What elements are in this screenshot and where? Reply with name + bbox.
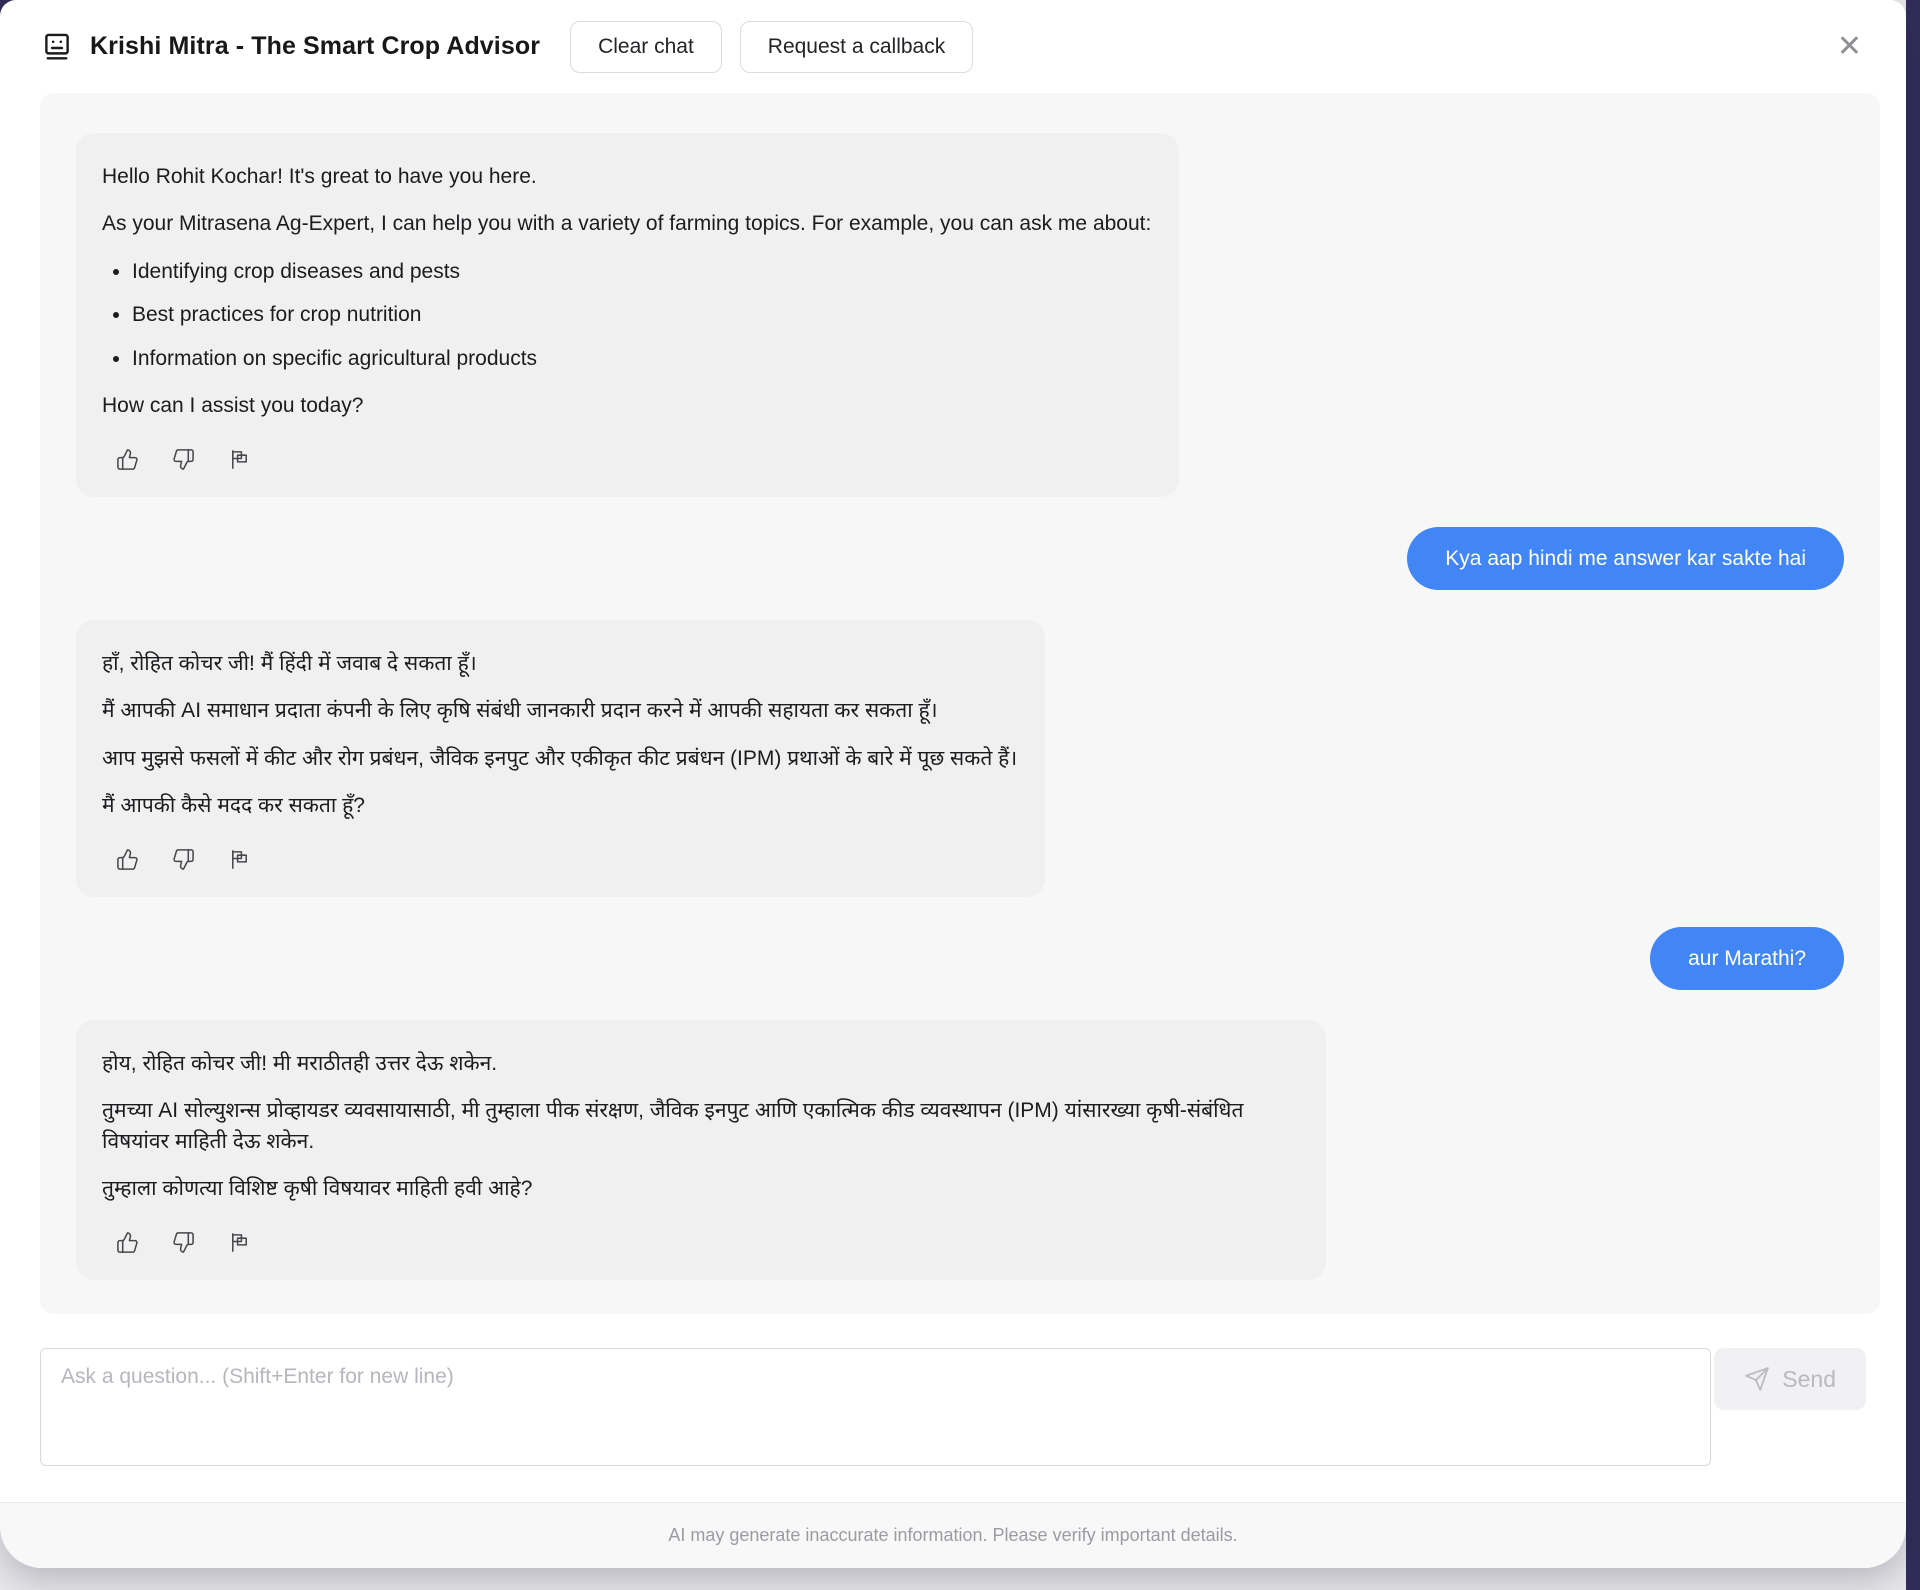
topic-item: • Best practices for crop nutrition xyxy=(132,300,1151,330)
flag-icon[interactable] xyxy=(228,848,251,871)
question-input[interactable] xyxy=(40,1348,1711,1466)
bot-marathi-line: तुमच्या AI सोल्युशन्स प्रोव्हायडर व्यवसायासाठी, मी तुम्हाला पीक संरक्षण, जैविक इनपुट आणि एकात्मिक कीड व्यवस्थापन (IPM) यांसारख्या कृषी-संबंधित विषयांवर माहिती देऊ शकेन. xyxy=(102,1099,1244,1153)
thumbs-down-icon[interactable] xyxy=(172,1231,195,1254)
bot-message-marathi xyxy=(76,1020,1844,1280)
bot-robot-icon xyxy=(40,30,74,64)
close-icon[interactable]: ✕ xyxy=(1831,28,1868,66)
bot-bubble xyxy=(76,133,1179,497)
topic-list xyxy=(102,257,1151,374)
thumbs-up-icon[interactable] xyxy=(116,448,139,471)
chat-message-list[interactable] xyxy=(40,93,1880,1314)
topic-item: • Identifying crop diseases and pests xyxy=(132,257,1151,287)
backdrop-page-edge xyxy=(1906,0,1920,1590)
bot-hindi-line: हाँ, रोहित कोचर जी! मैं हिंदी में जवाब दे सकता हूँ। xyxy=(102,651,477,675)
bot-message-hindi xyxy=(76,620,1844,897)
ai-disclaimer-text: AI may generate inaccurate information. Please verify important details. xyxy=(668,1525,1238,1545)
bot-bubble xyxy=(76,620,1045,897)
user-bubble: Kya aap hindi me answer kar sakte hai xyxy=(1407,527,1844,590)
feedback-row xyxy=(116,448,1151,471)
send-button[interactable] xyxy=(1714,1348,1866,1410)
topic-item: • Information on specific agricultural products xyxy=(132,344,1151,374)
thumbs-up-icon[interactable] xyxy=(116,848,139,871)
bot-marathi-line: तुम्हाला कोणत्या विशिष्ट कृषी विषयावर माहिती हवी आहे? xyxy=(102,1177,533,1201)
bot-hindi-line: आप मुझसे फसलों में कीट और रोग प्रबंधन, जैविक इनपुट और एकीकृत कीट प्रबंधन (IPM) प्रथाओं के बारे में पूछ सकते हैं। xyxy=(102,746,1018,770)
user-bubble: aur Marathi? xyxy=(1650,927,1844,990)
request-callback-button[interactable]: Request a callback xyxy=(740,21,973,73)
bot-hindi-line: मैं आपकी AI समाधान प्रदाता कंपनी के लिए कृषि संबंधी जानकारी प्रदान करने में आपकी सहायता कर सकता हूँ। xyxy=(102,699,938,723)
flag-icon[interactable] xyxy=(228,1231,251,1254)
thumbs-down-icon[interactable] xyxy=(172,448,195,471)
thumbs-down-icon[interactable] xyxy=(172,848,195,871)
footer xyxy=(0,1502,1906,1568)
bot-greeting-text: Hello Rohit Kochar! It's great to have you here. xyxy=(102,165,537,188)
user-message xyxy=(76,527,1844,590)
bot-marathi-line: होय, रोहित कोचर जी! मी मराठीतही उत्तर देऊ शकेन. xyxy=(102,1051,498,1075)
feedback-row xyxy=(116,1231,1298,1254)
thumbs-up-icon[interactable] xyxy=(116,1231,139,1254)
feedback-row xyxy=(116,848,1017,871)
bot-message-welcome xyxy=(76,133,1844,497)
composer xyxy=(0,1314,1906,1502)
flag-icon[interactable] xyxy=(228,448,251,471)
bot-closing-text: How can I assist you today? xyxy=(102,394,364,418)
bot-hindi-line: मैं आपकी कैसे मदद कर सकता हूँ? xyxy=(102,794,365,818)
page-title: Krishi Mitra - The Smart Crop Advisor xyxy=(90,32,541,60)
bot-bubble xyxy=(76,1020,1326,1280)
paper-plane-icon xyxy=(1744,1366,1770,1392)
user-message xyxy=(76,927,1844,990)
send-button-label: Send xyxy=(1782,1365,1836,1392)
clear-chat-button[interactable]: Clear chat xyxy=(570,21,722,73)
header xyxy=(0,0,1906,93)
bot-intro-text: As your Mitrasena Ag-Expert, I can help you with a variety of farming topics. For example, you can ask me about: xyxy=(102,212,1152,236)
